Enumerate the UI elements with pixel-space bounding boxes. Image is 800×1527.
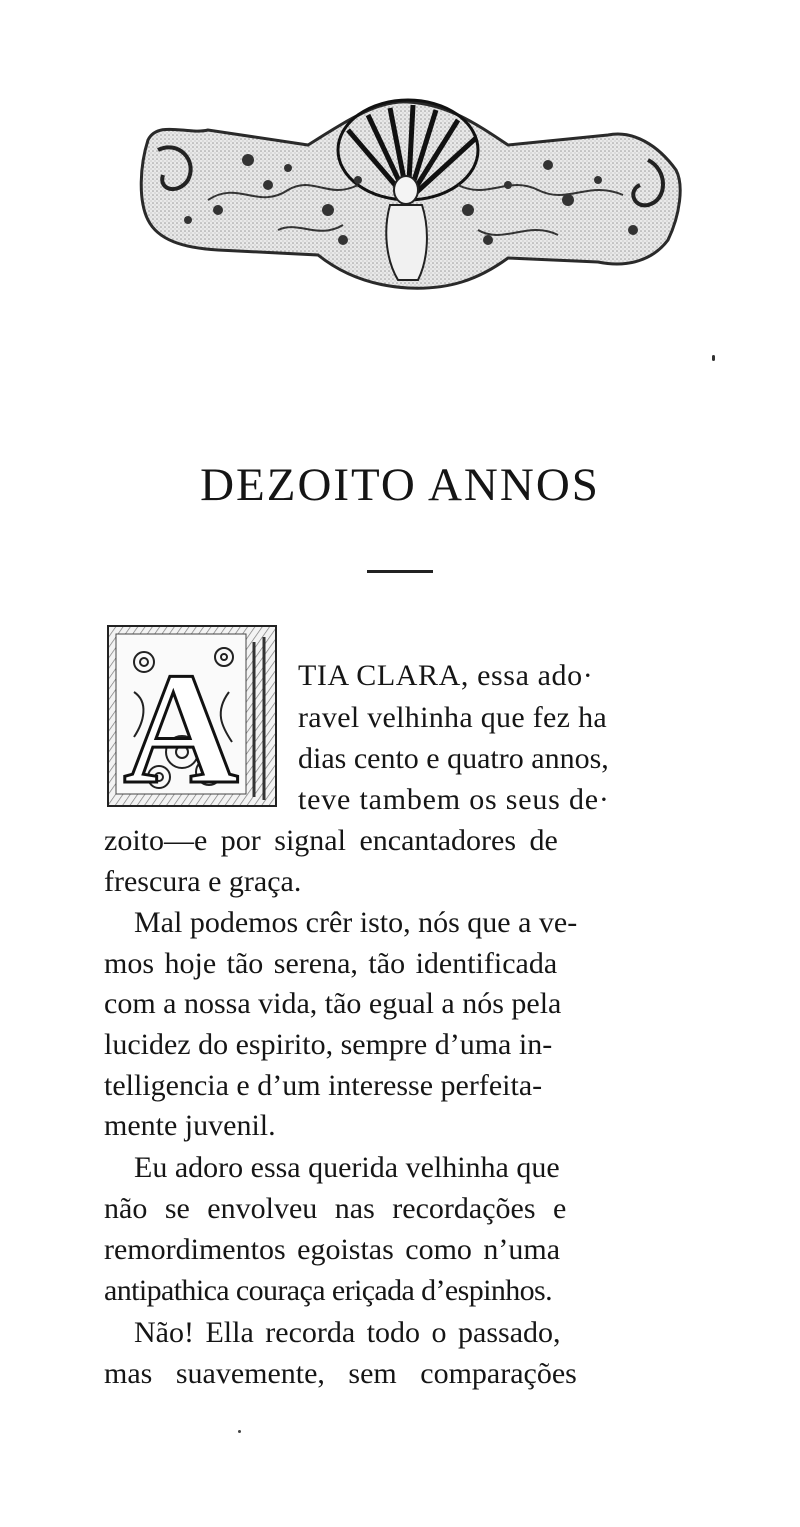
text-line: frescura e graça. — [104, 865, 302, 898]
text-line: dias cento e quatro annos, — [298, 742, 609, 775]
text-line: mos hoje tão serena, tão identificada — [104, 947, 558, 980]
paper-speck — [712, 355, 715, 361]
paper-speck — [238, 1430, 241, 1433]
text-line: não se envolveu nas recordações e — [104, 1192, 567, 1225]
text-line: remordimentos egoistas como n’uma — [104, 1233, 561, 1266]
text-line: antipathica couraça eriçada d’espinhos. — [104, 1274, 553, 1307]
text-line: teve tambem os seus de· — [298, 783, 610, 816]
dropcap-letter: A — [123, 639, 239, 810]
illuminated-dropcap — [104, 622, 280, 810]
text-line: Não! Ella recorda todo o passado, — [134, 1316, 561, 1349]
title-divider — [367, 570, 433, 573]
text-line: Mal podemos crêr isto, nós que a ve- — [134, 906, 578, 939]
text-line: Eu adoro essa querida velhinha que — [134, 1151, 560, 1184]
text-line: TIA CLARA, essa ado· — [298, 659, 594, 692]
text-line: telligencia e d’um interesse perfeita- — [104, 1069, 543, 1102]
ornamental-headpiece — [128, 90, 690, 300]
text-line: mas suavemente, sem comparações — [104, 1357, 577, 1390]
text-line: zoito—e por signal encantadores de — [104, 824, 558, 857]
text-line: mente juvenil. — [104, 1109, 276, 1142]
text-line: lucidez do espirito, sempre d’uma in- — [104, 1028, 553, 1061]
text-line: ravel velhinha que fez ha — [298, 701, 608, 734]
chapter-title: DEZOITO ANNOS — [200, 459, 600, 511]
text-line: com a nossa vida, tão egual a nós pela — [104, 987, 562, 1020]
